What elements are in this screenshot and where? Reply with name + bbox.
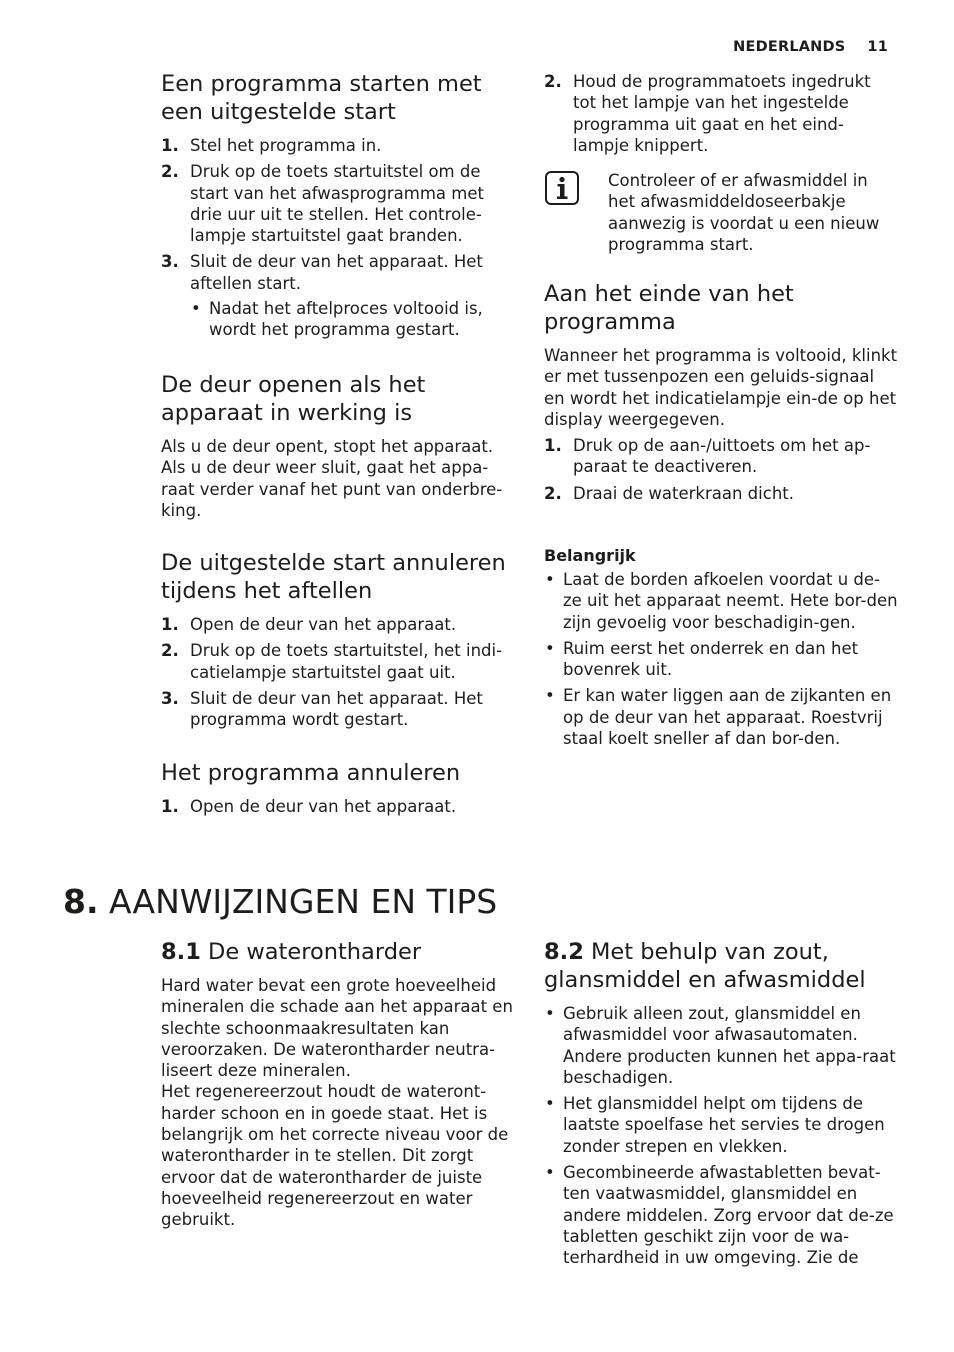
list-item [161, 614, 513, 635]
list-item [544, 435, 898, 478]
end-program-steps [544, 435, 898, 504]
section-door-open [161, 371, 513, 521]
step-number: 1. [161, 136, 179, 155]
info-note-text: Controleer of er afwasmiddel in het afwasmiddeldoseerbakje aanwezig is voordat u een nieuw programma start. [608, 171, 880, 254]
delayed-start-steps [161, 135, 513, 341]
list-item [161, 251, 513, 340]
list-item: • Gecombineerde afwastabletten bevat-ten vaatwasmiddel, glansmiddel en andere middelen. Zorg ervoor dat de-ze tabletten geschikt zijn voor de wa-terhardheid in uw omgeving. Zie de [544, 1162, 898, 1268]
section-8-2-bullets [544, 1003, 898, 1269]
list-item: • Gebruik alleen zout, glansmiddel en afwasmiddel voor afwasautomaten. Andere producten kunnen het appa-raat beschadigen. [544, 1003, 898, 1088]
list-item [161, 640, 513, 683]
section-title: Met behulp van zout, glansmiddel en afwasmiddel [544, 939, 866, 993]
heading-end-program: Aan het einde van het programma [544, 281, 794, 335]
list-item [161, 161, 513, 246]
chapter-title-text: AANWIJZINGEN EN TIPS [109, 882, 498, 921]
step-number: 1. [161, 797, 179, 816]
section-end-program [544, 280, 898, 509]
step-number: 1. [544, 436, 562, 456]
sub-bullet-list [190, 298, 513, 341]
step-text: Sluit de deur van het apparaat. Het aftellen start. [190, 252, 483, 293]
heading-8-1 [161, 938, 513, 966]
step-number: 2. [161, 641, 179, 661]
step-number: 2. [544, 72, 562, 91]
info-icon [545, 171, 579, 205]
heading-cancel-delay: De uitgestelde start annuleren tijdens het aftellen [161, 550, 506, 604]
list-item [544, 483, 898, 504]
section-delayed-start [161, 70, 513, 346]
step-number: 3. [161, 252, 179, 272]
step-number: 3. [161, 688, 179, 708]
chapter-title [63, 880, 497, 924]
sub-bullet-item: • Nadat het aftelproces voltooid is, wordt het programma gestart. [190, 298, 513, 341]
section-number: 8.1 [161, 939, 201, 965]
step-number: 1. [161, 615, 179, 634]
step-text: Stel het programma in. [190, 136, 382, 155]
heading-delayed-start: Een programma starten met een uitgestelde start [161, 71, 482, 125]
list-item: • Er kan water liggen aan de zijkanten en op de deur van het apparaat. Roestvrij staal koelt sneller af dan bor-den. [544, 685, 898, 749]
section-cancel-program-continued [544, 71, 898, 161]
section-8-2 [544, 938, 898, 1274]
section-title: De waterontharder [208, 939, 422, 965]
important-bullets [544, 569, 898, 749]
step-text: Druk op de aan-/uittoets om het ap-paraat te deactiveren. [573, 436, 871, 477]
section-cancel-delay [161, 549, 513, 735]
chapter-number: 8. [63, 882, 99, 921]
step-text: Open de deur van het apparaat. [190, 615, 457, 634]
section-important [544, 545, 898, 754]
list-item [544, 71, 898, 156]
step-number: 2. [161, 162, 179, 182]
heading-cancel-program: Het programma annuleren [161, 760, 461, 786]
page-number: 11 [867, 39, 888, 55]
section-8-1-text-2: Het regenereerzout houdt de wateront-harder schoon en in goede staat. Het is belangrijk om het correcte niveau voor de waterontharder in te stellen. Dit zorgt ervoor dat de waterontharder de juiste hoeveelheid regenereerzout en water gebruikt. [161, 1082, 509, 1230]
section-8-1-text-1: Hard water bevat een grote hoeveelheid mineralen die schade aan het apparaat en slechte schoonmaakresultaten kan veroorzaken. De waterontharder neutra-liseert deze mineralen. [161, 976, 513, 1081]
page-header [733, 39, 888, 55]
list-item [161, 688, 513, 731]
heading-8-2 [544, 938, 898, 994]
list-item [161, 135, 513, 156]
end-program-text: Wanneer het programma is voltooid, klinkt er met tussenpozen een geluids-signaal en wordt het indicatielampje ein-de op het display weergegeven. [544, 346, 898, 429]
step-text: Druk op de toets startuitstel om de start van het afwasprogramma met drie uur uit te stellen. Het controle-lampje startuitstel gaat branden. [190, 162, 484, 246]
cancel-delay-steps [161, 614, 513, 730]
list-item: • Laat de borden afkoelen voordat u de-ze uit het apparaat neemt. Hete bor-den zijn gevoelig voor beschadigin-gen. [544, 569, 898, 633]
step-text: Sluit de deur van het apparaat. Het programma wordt gestart. [190, 688, 483, 730]
list-item: • Ruim eerst het onderrek en dan het bovenrek uit. [544, 638, 898, 681]
important-label: Belangrijk [544, 546, 636, 565]
section-8-1 [161, 938, 513, 1231]
cancel-program-steps-continued [544, 71, 898, 156]
step-text: Houd de programmatoets ingedrukt tot het lampje van het ingestelde programma uit gaat en het eind-lampje knippert. [573, 72, 871, 155]
section-number: 8.2 [544, 939, 584, 965]
step-text: Open de deur van het apparaat. [190, 797, 457, 816]
list-item: • Het glansmiddel helpt om tijdens de laatste spoelfase het servies te drogen zonder strepen en vlekken. [544, 1093, 898, 1157]
list-item [161, 796, 513, 817]
step-text: Draai de waterkraan dicht. [573, 483, 794, 503]
step-text: Druk op de toets startuitstel, het indi-catielampje startuitstel gaat uit. [190, 641, 503, 682]
door-open-text: Als u de deur opent, stopt het apparaat. Als u de deur weer sluit, gaat het appa-raat verder vanaf het punt van onderbre-king. [161, 437, 503, 520]
step-number: 2. [544, 483, 562, 503]
section-cancel-program [161, 759, 513, 822]
cancel-program-steps [161, 796, 513, 817]
language-label: NEDERLANDS [733, 39, 846, 55]
heading-door-open: De deur openen als het apparaat in werking is [161, 372, 426, 426]
